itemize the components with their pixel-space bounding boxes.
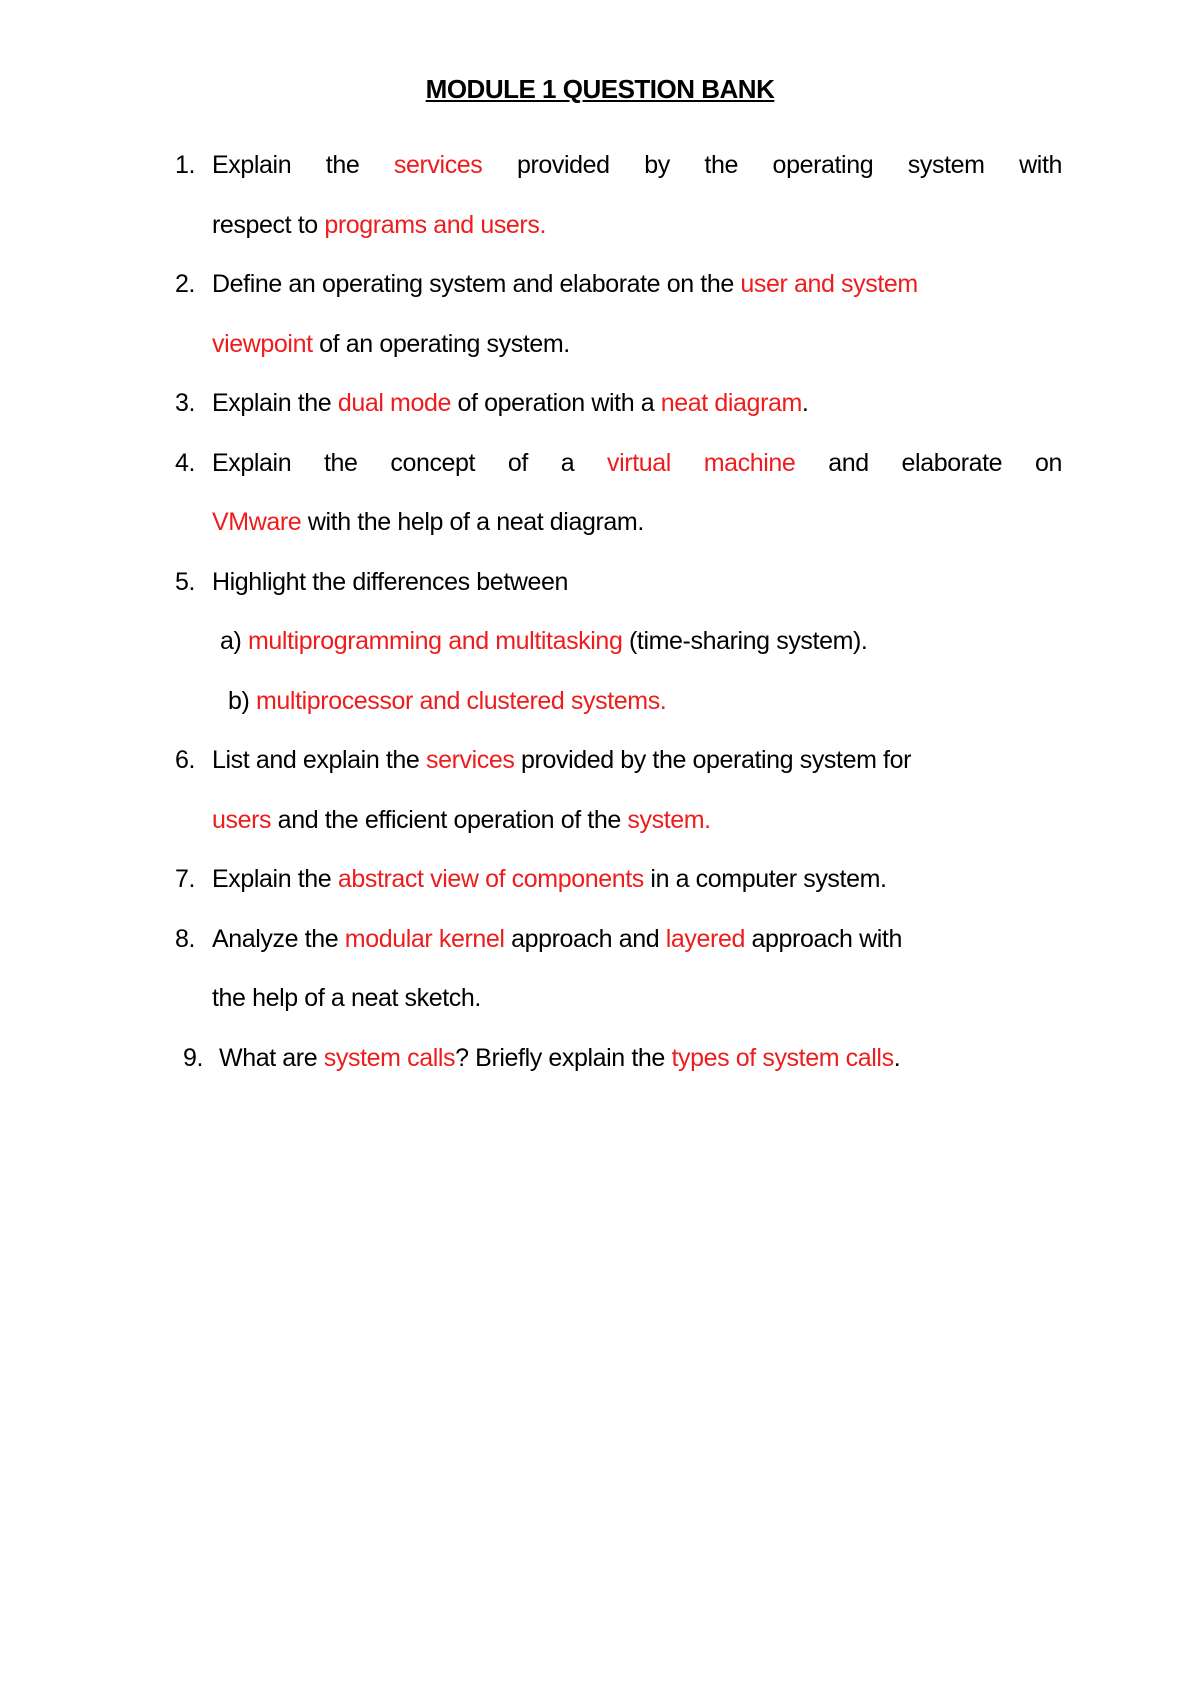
text-segment: Analyze the — [212, 924, 345, 953]
highlighted-keyword: system. — [627, 805, 711, 834]
highlighted-keyword: programs and users. — [324, 210, 547, 239]
text-segment: Explain the — [212, 151, 394, 179]
text-segment: respect to — [212, 210, 325, 239]
question-continuation-line — [175, 196, 1062, 256]
question-number: 4. — [175, 448, 196, 477]
question-text — [212, 136, 1062, 196]
text-segment: with the help of a neat diagram. — [301, 508, 644, 536]
question-continuation-line — [175, 493, 1062, 553]
text-segment: . — [801, 389, 809, 417]
question-number: 3. — [175, 389, 196, 417]
text-segment: What are — [219, 1043, 324, 1072]
question-item — [175, 850, 1062, 910]
question-continuation-line — [175, 969, 1062, 1029]
text-segment: of an operating system. — [312, 329, 570, 358]
question-text — [212, 553, 1062, 613]
question-item — [175, 553, 1062, 613]
question-continuation-line — [175, 612, 1062, 672]
text-segment: and elaborate on — [795, 448, 1062, 477]
highlighted-keyword: modular kernel — [344, 924, 505, 953]
question-text — [212, 850, 1062, 910]
question-number: 5. — [175, 567, 196, 596]
text-segment: the help of a neat sketch. — [212, 984, 481, 1012]
highlighted-keyword: system calls — [323, 1043, 456, 1072]
question-number: 7. — [175, 865, 196, 893]
highlighted-keyword: VMware — [212, 508, 302, 536]
question-list — [175, 136, 1062, 1088]
question-text — [212, 434, 1062, 494]
question-number: 2. — [175, 270, 196, 298]
question-item — [175, 255, 1062, 315]
highlighted-keyword: services — [393, 151, 483, 179]
text-segment: b) — [228, 686, 256, 715]
question-continuation-line — [175, 791, 1062, 851]
question-item — [175, 434, 1062, 494]
highlighted-keyword: user and system — [740, 270, 918, 298]
highlighted-keyword: viewpoint — [212, 329, 313, 358]
text-segment: Explain the concept of a — [212, 448, 608, 477]
text-segment: in a computer system. — [643, 865, 887, 893]
question-text — [212, 731, 1062, 791]
question-number: 8. — [175, 924, 196, 953]
text-segment: Explain the — [212, 865, 338, 893]
question-text — [220, 612, 1062, 672]
question-item — [175, 136, 1062, 196]
question-text — [212, 255, 1062, 315]
question-item — [175, 1029, 1062, 1089]
question-text — [212, 791, 1062, 851]
text-segment: List and explain the — [212, 746, 426, 774]
text-segment: and the efficient operation of the — [271, 805, 628, 834]
question-item — [175, 910, 1062, 970]
highlighted-keyword: types of system calls — [671, 1043, 894, 1072]
text-segment: provided by the operating system for — [514, 746, 912, 774]
question-continuation-line — [175, 315, 1062, 375]
question-item — [175, 731, 1062, 791]
question-text — [212, 196, 1062, 256]
highlighted-keyword: multiprocessor and clustered systems. — [255, 686, 667, 715]
question-text — [212, 493, 1062, 553]
text-segment: (time-sharing system). — [622, 627, 868, 655]
text-segment: approach with — [744, 924, 902, 953]
highlighted-keyword: neat diagram — [660, 389, 802, 417]
question-item — [175, 374, 1062, 434]
highlighted-keyword: users — [212, 805, 272, 834]
question-number: 1. — [175, 151, 196, 179]
page-title: MODULE 1 QUESTION BANK — [425, 74, 775, 104]
question-text — [212, 910, 1062, 970]
highlighted-keyword: virtual machine — [607, 448, 796, 477]
question-text — [228, 672, 1062, 732]
text-segment: provided by the operating system with — [482, 151, 1062, 179]
text-segment: . — [893, 1043, 901, 1072]
question-text — [219, 1029, 1062, 1089]
text-segment: Explain the — [212, 389, 338, 417]
question-number: 6. — [175, 746, 196, 774]
text-segment: of operation with a — [451, 389, 661, 417]
highlighted-keyword: layered — [665, 924, 745, 953]
question-text — [212, 315, 1062, 375]
question-text — [212, 374, 1062, 434]
text-segment: approach and — [504, 924, 666, 953]
question-text — [212, 969, 1062, 1029]
highlighted-keyword: abstract view of components — [337, 865, 644, 893]
highlighted-keyword: multiprogramming and multitasking — [247, 627, 623, 655]
text-segment: Define an operating system and elaborate on the — [212, 270, 741, 298]
highlighted-keyword: dual mode — [337, 389, 451, 417]
text-segment: ? Briefly explain the — [455, 1043, 672, 1072]
text-segment: a) — [220, 627, 248, 655]
highlighted-keyword: services — [425, 746, 515, 774]
question-number: 9. — [183, 1043, 204, 1072]
question-continuation-line — [175, 672, 1062, 732]
text-segment: Highlight the differences between — [212, 567, 569, 596]
